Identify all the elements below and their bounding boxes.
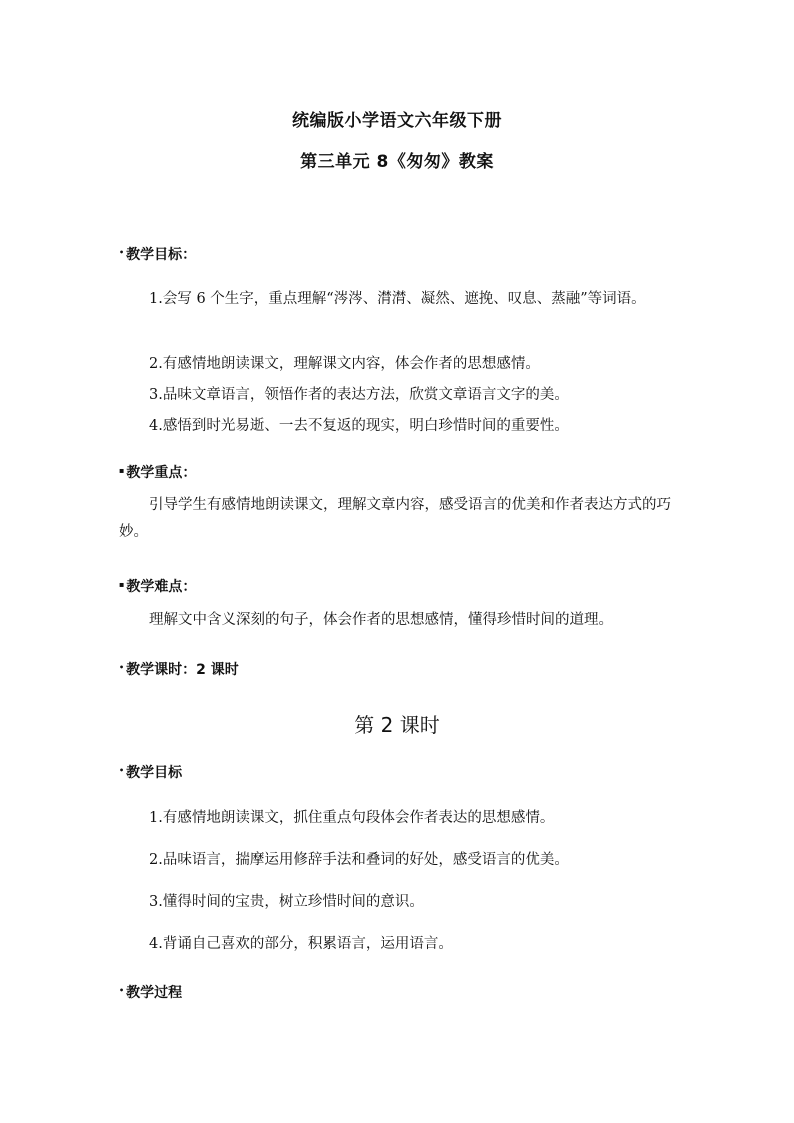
document-title-line2: 第三单元 8《匆匆》教案 [300,152,494,172]
goal-item-3: 3.品味文章语言，领悟作者的表达方法，欣赏文章语言文字的美。 [149,387,569,403]
bullet-icon: • [119,663,125,672]
bullet-icon: ▪ [119,580,125,589]
key-points-heading: ▪ 教学重点： [119,465,197,481]
key-points-text: 引导学生有感情地朗读课文，理解文章内容，感受语言的优美和作者表达方式的巧妙。 [119,497,671,540]
bullet-icon: ▪ [119,466,125,475]
lesson-goal-item-4: 4.背诵自己喜欢的部分，积累语言，运用语言。 [149,936,453,952]
goal-item-2: 2.有感情地朗读课文，理解课文内容，体会作者的思想感情。 [149,356,540,372]
bullet-icon: • [119,248,125,257]
document-title-line1: 统编版小学语文六年级下册 [292,111,502,131]
difficulties-text: 理解文中含义深刻的句子，体会作者的思想感情，懂得珍惜时间的道理。 [149,612,613,628]
periods-heading: • 教学课时：2 课时 [119,662,239,678]
goals-heading: • 教学目标： [119,247,197,263]
lesson-goal-item-1: 1.有感情地朗读课文，抓住重点句段体会作者表达的思想感情。 [149,810,555,826]
goal-item-4: 4.感悟到时光易逝、一去不复返的现实，明白珍惜时间的重要性。 [149,418,569,434]
lesson-goal-item-3: 3.懂得时间的宝贵，树立珍惜时间的意识。 [149,894,424,910]
difficulties-heading: ▪ 教学难点： [119,579,197,595]
bullet-icon: • [119,766,125,775]
goal-item-1: 1.会写 6 个生字，重点理解“涔涔、潸潸、凝然、遮挽、叹息、蒸融”等词语。 [149,291,646,307]
lesson-goals-heading: • 教学目标 [119,765,183,781]
bullet-icon: • [119,986,125,995]
lesson-title: 第 2 课时 [354,713,440,737]
process-heading: • 教学过程 [119,985,183,1001]
lesson-goal-item-2: 2.品味语言，揣摩运用修辞手法和叠词的好处，感受语言的优美。 [149,852,569,868]
